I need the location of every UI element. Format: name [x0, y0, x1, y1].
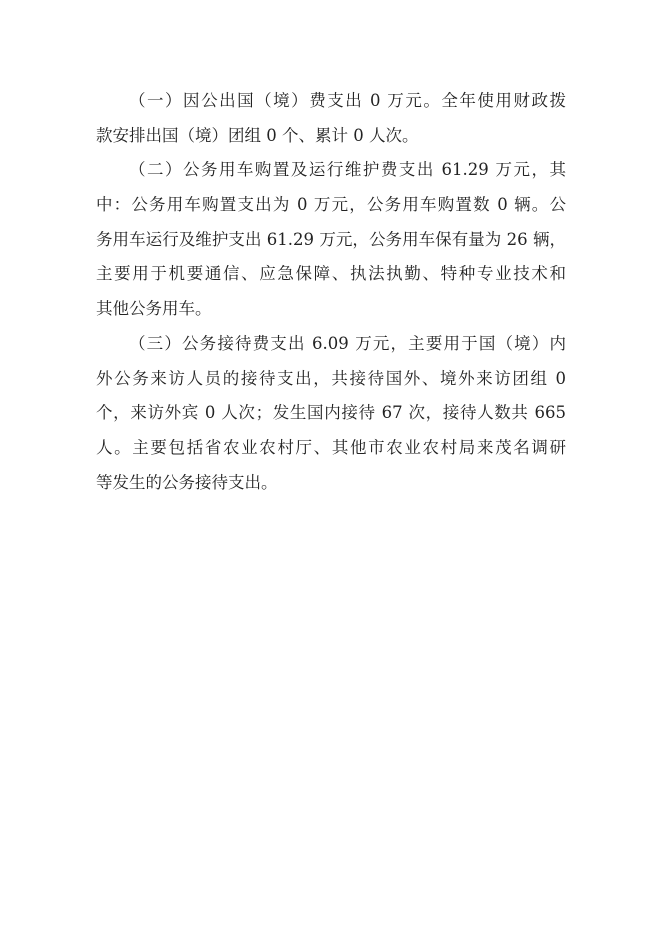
paragraph-line: 外公务来访人员的接待支出，共接待国外、境外来访团组 0: [96, 368, 566, 388]
paragraph-line: 主要用于机要通信、应急保障、执法执勤、特种专业技术和: [96, 264, 566, 284]
paragraph-line: 款安排出国（境）团组 0 个、累计 0 人次。: [96, 125, 419, 145]
paragraph-reception-costs: [96, 327, 566, 500]
paragraph-vehicle-costs: [96, 153, 566, 326]
paragraph-line: 其他公务用车。: [96, 299, 212, 319]
paragraph-line: （二）公务用车购置及运行维护费支出 61.29 万元，其: [129, 160, 566, 180]
paragraph-line: 务用车运行及维护支出 61.29 万元，公务用车保有量为 26 辆，: [96, 229, 566, 249]
paragraph-line: （三）公务接待费支出 6.09 万元，主要用于国（境）内: [129, 333, 566, 353]
document-body: [96, 84, 566, 500]
paragraph-overseas-travel: [96, 84, 566, 153]
paragraph-line: （一）因公出国（境）费支出 0 万元。全年使用财政拨: [129, 91, 566, 110]
paragraph-line: 个，来访外宾 0 人次；发生国内接待 67 次，接待人数共 665: [96, 403, 566, 423]
paragraph-line: 人。主要包括省农业农村厅、其他市农业农村局来茂名调研: [96, 437, 566, 457]
paragraph-line: 等发生的公务接待支出。: [96, 472, 278, 492]
paragraph-line: 中：公务用车购置支出为 0 万元，公务用车购置数 0 辆。公: [96, 195, 566, 215]
